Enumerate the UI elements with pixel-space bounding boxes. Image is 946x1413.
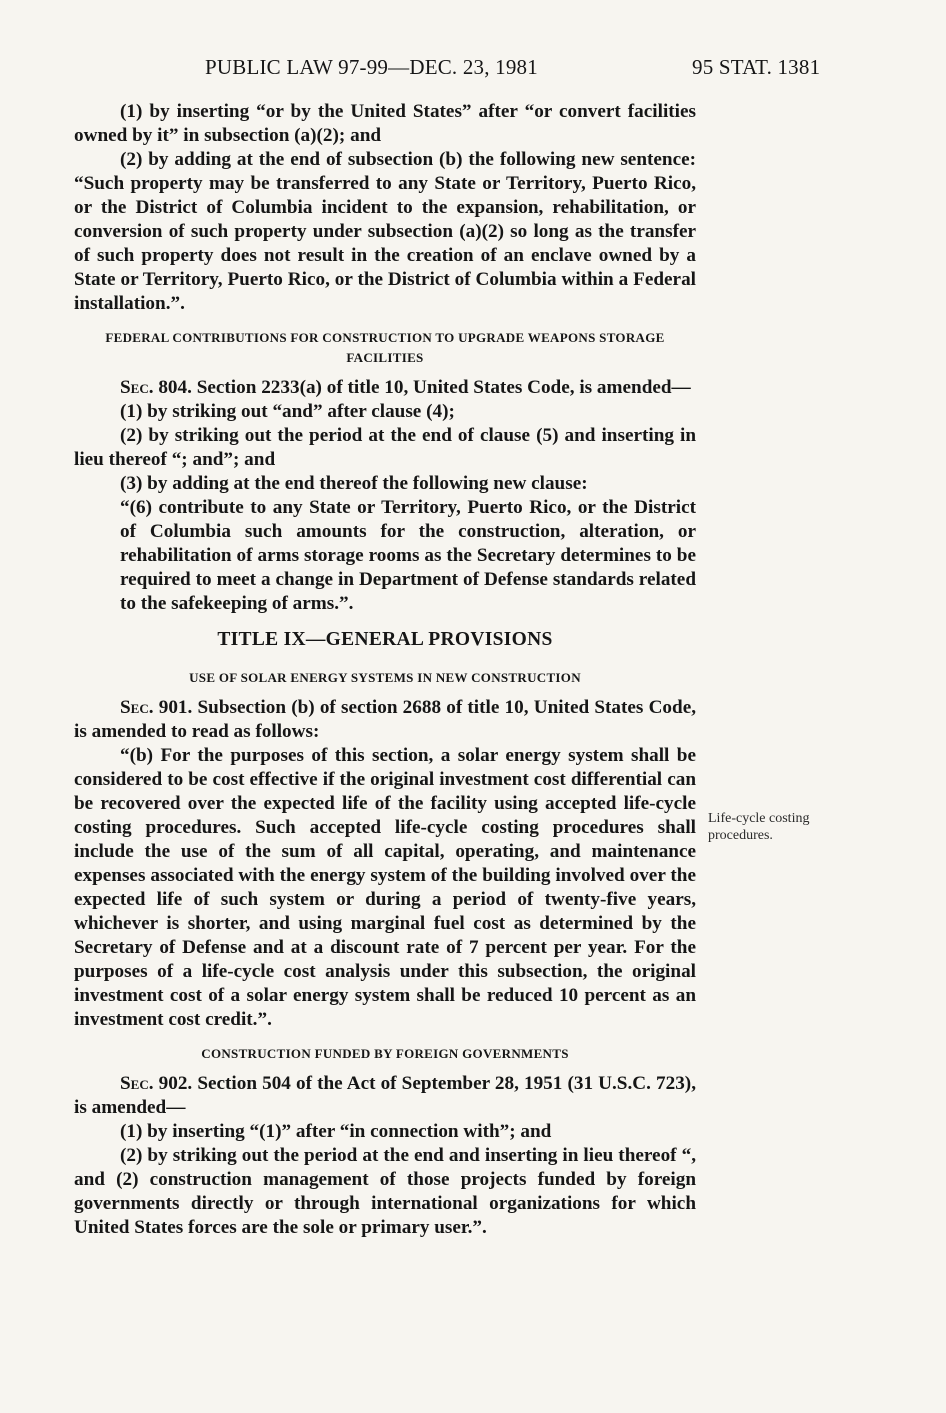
- body-text: [74, 100, 696, 1240]
- section-902-clause-1: (1) by inserting “(1)” after “in connection with”; and: [120, 1121, 552, 1142]
- section-804-intro-text: 804. Section 2233(a) of title 10, United States Code, is amended—: [158, 377, 691, 398]
- page-header: [0, 55, 946, 89]
- section-902-intro: [74, 1072, 696, 1120]
- section-902-clause-2: (2) by striking out the period at the end and inserting in lieu thereof “, and (2) construction management of those projects funded by foreign governments directly or through international organizations for which United States forces are the sole or primary user.”.: [74, 1145, 696, 1238]
- margin-note-line-2: procedures.: [708, 828, 773, 843]
- statute-citation: 95 STAT. 1381: [692, 55, 821, 79]
- section-804-intro: [74, 376, 696, 400]
- section-804-clause-3-text: “(6) contribute to any State or Territory, Puerto Rico, or the District of Columbia such amounts for the construction, alteration, or rehabilitation of arms storage rooms as the Secretary determines to be required to meet a change in Department of Defense standards related to the safekeeping of arms.”.: [120, 497, 696, 614]
- section-901-intro: [74, 696, 696, 744]
- running-head: PUBLIC LAW 97-99—DEC. 23, 1981: [205, 55, 538, 79]
- sec-label: Sec.: [120, 377, 154, 398]
- section-804-clause-2: (2) by striking out the period at the end of clause (5) and inserting in lieu thereof “; and”; and: [74, 425, 696, 470]
- paragraph-803-1: (1) by inserting “or by the United States” after “or convert facilities owned by it” in subsection (a)(2); and: [74, 101, 696, 146]
- section-901-heading: USE OF SOLAR ENERGY SYSTEMS IN NEW CONSTRUCTION: [189, 670, 581, 685]
- section-804-clause-1: (1) by striking out “and” after clause (4);: [120, 401, 455, 422]
- section-902-heading: CONSTRUCTION FUNDED BY FOREIGN GOVERNMENTS: [201, 1046, 569, 1061]
- sec-label: Sec.: [120, 697, 154, 718]
- margin-note-line-1: Life-cycle costing: [708, 811, 810, 826]
- section-901-intro-text: 901. Subsection (b) of section 2688 of title 10, United States Code, is amended to read as follows:: [74, 697, 697, 742]
- section-901-text: “(b) For the purposes of this section, a solar energy system shall be considered to be cost effective if the original investment cost differential can be recovered over the expected life of the facility using accepted life-cycle costing procedures. Such accepted life-cycle costing procedures shall include the use of the sum of all capital, operating, and maintenance expenses associated with the energy system of the building involved over the expected life of such system or during a period of twenty-five years, whichever is shorter, and using marginal fuel cost as determined by the Secretary of Defense and at a discount rate of 7 percent per year. For the purposes of a life-cycle cost analysis under this subsection, the original investment cost of a solar energy system shall be reduced 10 percent as an investment cost credit.”.: [74, 745, 696, 1030]
- section-804-clause-3: (3) by adding at the end thereof the following new clause:: [120, 473, 588, 494]
- title-ix-heading: TITLE IX—GENERAL PROVISIONS: [217, 629, 553, 650]
- margin-note: [708, 810, 848, 844]
- paragraph-803-2: (2) by adding at the end of subsection (b) the following new sentence: “Such property may be transferred to any State or Territory, Puerto Rico, or the District of Columbia incident to the expansion, rehabilitation, or conversion of such property under subsection (a)(2) so long as the transfer of such property does not result in the creation of an enclave owned by a State or Territory, Puerto Rico, or the District of Columbia within a Federal installation.”.: [74, 149, 696, 314]
- section-804-heading: FEDERAL CONTRIBUTIONS FOR CONSTRUCTION TO UPGRADE WEAPONS STORAGE FACILITIES: [105, 330, 665, 365]
- section-902-intro-text: 902. Section 504 of the Act of September 28, 1951 (31 U.S.C. 723), is amended—: [74, 1073, 696, 1118]
- sec-label: Sec.: [120, 1073, 154, 1094]
